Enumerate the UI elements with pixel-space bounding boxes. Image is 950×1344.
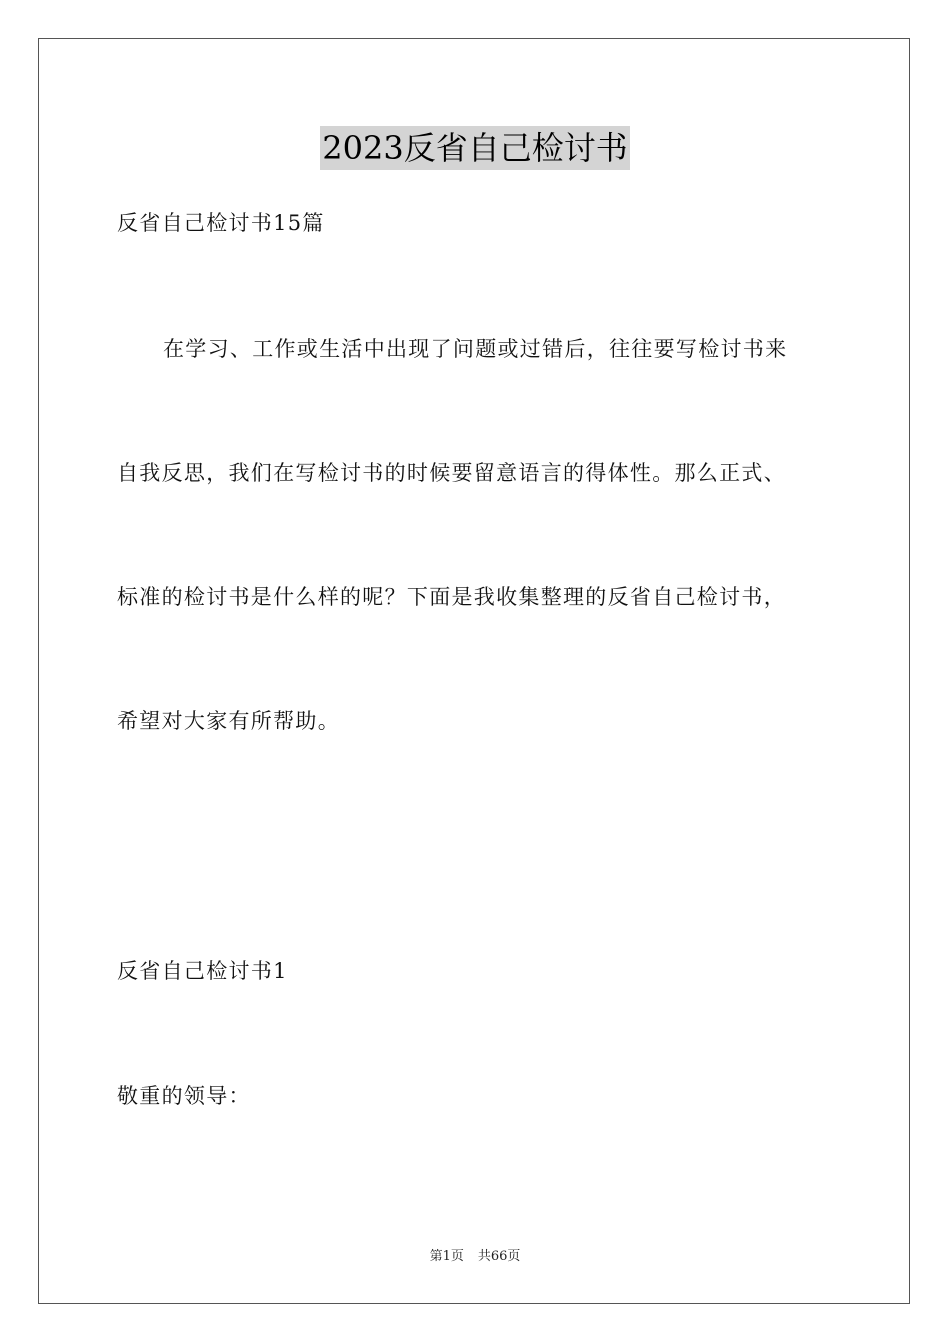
page-number-current: 第1页 <box>429 1249 464 1264</box>
page-number-total: 共66页 <box>477 1249 521 1264</box>
document-subtitle: 反省自己检讨书15篇 <box>117 211 325 235</box>
salutation: 敬重的领导： <box>117 1084 251 1108</box>
title-container <box>0 126 950 170</box>
intro-line-3: 标准的检讨书是什么样的呢？下面是我收集整理的反省自己检讨书， <box>117 585 786 609</box>
section-heading: 反省自己检讨书1 <box>117 959 288 983</box>
intro-line-4: 希望对大家有所帮助。 <box>117 709 340 733</box>
intro-line-1: 在学习、工作或生活中出现了问题或过错后，往往要写检讨书来 <box>163 337 788 361</box>
intro-line-2: 自我反思，我们在写检讨书的时候要留意语言的得体性。那么正式、 <box>117 461 786 485</box>
page-footer <box>0 1248 950 1266</box>
document-title: 2023反省自己检讨书 <box>320 126 629 170</box>
